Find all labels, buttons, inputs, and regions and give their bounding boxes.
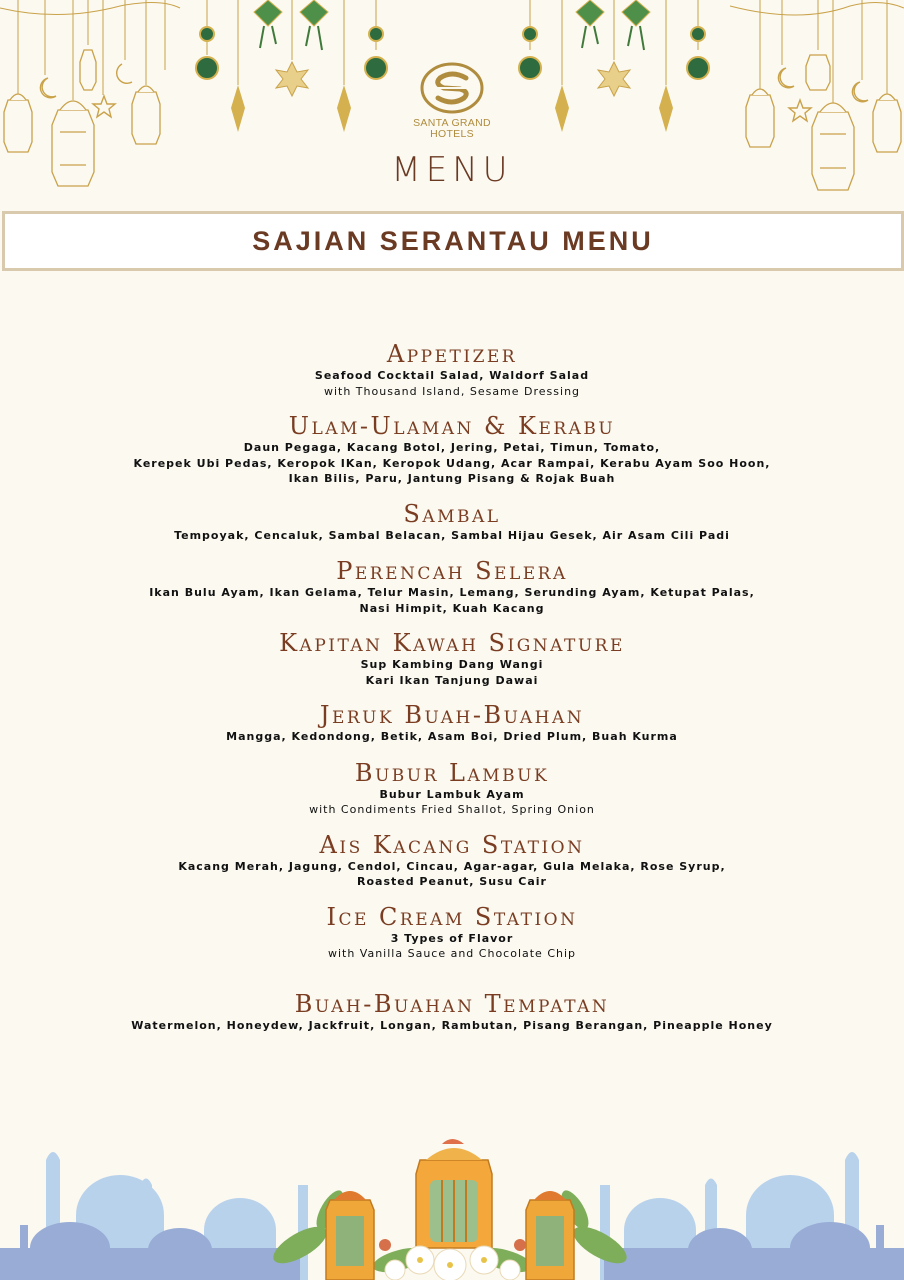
- dish-line: with Thousand Island, Sesame Dressing: [323, 384, 581, 398]
- section-ice-cream: [0, 903, 904, 962]
- section-sambal: [0, 500, 904, 544]
- section-title: Sambal: [403, 499, 501, 528]
- section-buah-tempatan: [0, 990, 904, 1034]
- dish-line: Sup Kambing Dang Wangi: [360, 658, 544, 671]
- banner-title: SAJIAN SERANTAU MENU: [252, 225, 654, 256]
- dish-line: Ikan Bulu Ayam, Ikan Gelama, Telur Masin, Lemang, Serunding Ayam, Ketupat Palas,: [149, 586, 755, 599]
- brand-name-line1: SANTA GRAND: [413, 117, 491, 129]
- dish-line: with Condiments Fried Shallot, Spring Onion: [309, 803, 595, 816]
- section-title: Ulam-Ulaman & Kerabu: [288, 412, 616, 440]
- dish-line: Daun Pegaga, Kacang Botol, Jering, Petai, Timun, Tomato,: [243, 441, 661, 454]
- menu-sections: [0, 340, 904, 1033]
- dish-line: Kari Ikan Tanjung Dawai: [365, 673, 539, 687]
- section-title: Appetizer: [386, 340, 518, 368]
- section-title: Bubur Lambuk: [354, 758, 550, 787]
- section-ulam-ulaman: [0, 412, 904, 487]
- hotel-logo: [402, 62, 502, 142]
- dish-line: Ikan Bilis, Paru, Jantung Pisang & Rojak Buah: [288, 472, 616, 485]
- section-appetizer: [0, 340, 904, 399]
- dish-line: Watermelon, Honeydew, Jackfruit, Longan, Rambutan, Pisang Berangan, Pineapple Honey: [131, 1018, 773, 1032]
- section-title: Ais Kacang Station: [319, 830, 585, 859]
- section-title: Buah-Buahan Tempatan: [294, 989, 610, 1018]
- dish-line: with Vanilla Sauce and Chocolate Chip: [327, 947, 577, 960]
- section-title: Ice Cream Station: [326, 902, 578, 931]
- page-title: MENU: [391, 150, 513, 190]
- section-kapitan-kawah: [0, 629, 904, 688]
- section-jeruk-buah: [0, 701, 904, 745]
- section-bubur-lambuk: [0, 759, 904, 818]
- section-title: Perencah Selera: [336, 557, 568, 585]
- section-title: Kapitan Kawah Signature: [279, 629, 625, 657]
- menu-banner: [2, 211, 904, 271]
- dish-line: Mangga, Kedondong, Betik, Asam Boi, Dried Plum, Buah Kurma: [226, 730, 678, 743]
- section-ais-kacang: [0, 831, 904, 890]
- dish-line: Kacang Merah, Jagung, Cendol, Cincau, Agar-agar, Gula Melaka, Rose Syrup,: [178, 859, 726, 873]
- dish-line: Roasted Peanut, Susu Cair: [357, 875, 547, 888]
- section-title: Jeruk Buah-Buahan: [319, 701, 585, 729]
- dish-line: Seafood Cocktail Salad, Waldorf Salad: [314, 369, 590, 382]
- section-perencah-selera: [0, 557, 904, 616]
- dish-line: Nasi Himpit, Kuah Kacang: [359, 601, 545, 615]
- dish-line: 3 Types of Flavor: [390, 931, 514, 945]
- dish-line: Kerepek Ubi Pedas, Keropok IKan, Keropok Udang, Acar Rampai, Kerabu Ayam Soo Hoon,: [133, 456, 771, 470]
- mosque-skyline-decoration: [0, 1130, 904, 1280]
- dish-line: Bubur Lambuk Ayam: [379, 787, 525, 801]
- brand-name-line2: HOTELS: [430, 128, 474, 140]
- santa-grand-emblem-icon: [420, 62, 484, 114]
- dish-line: Tempoyak, Cencaluk, Sambal Belacan, Sambal Hijau Gesek, Air Asam Cili Padi: [174, 528, 730, 542]
